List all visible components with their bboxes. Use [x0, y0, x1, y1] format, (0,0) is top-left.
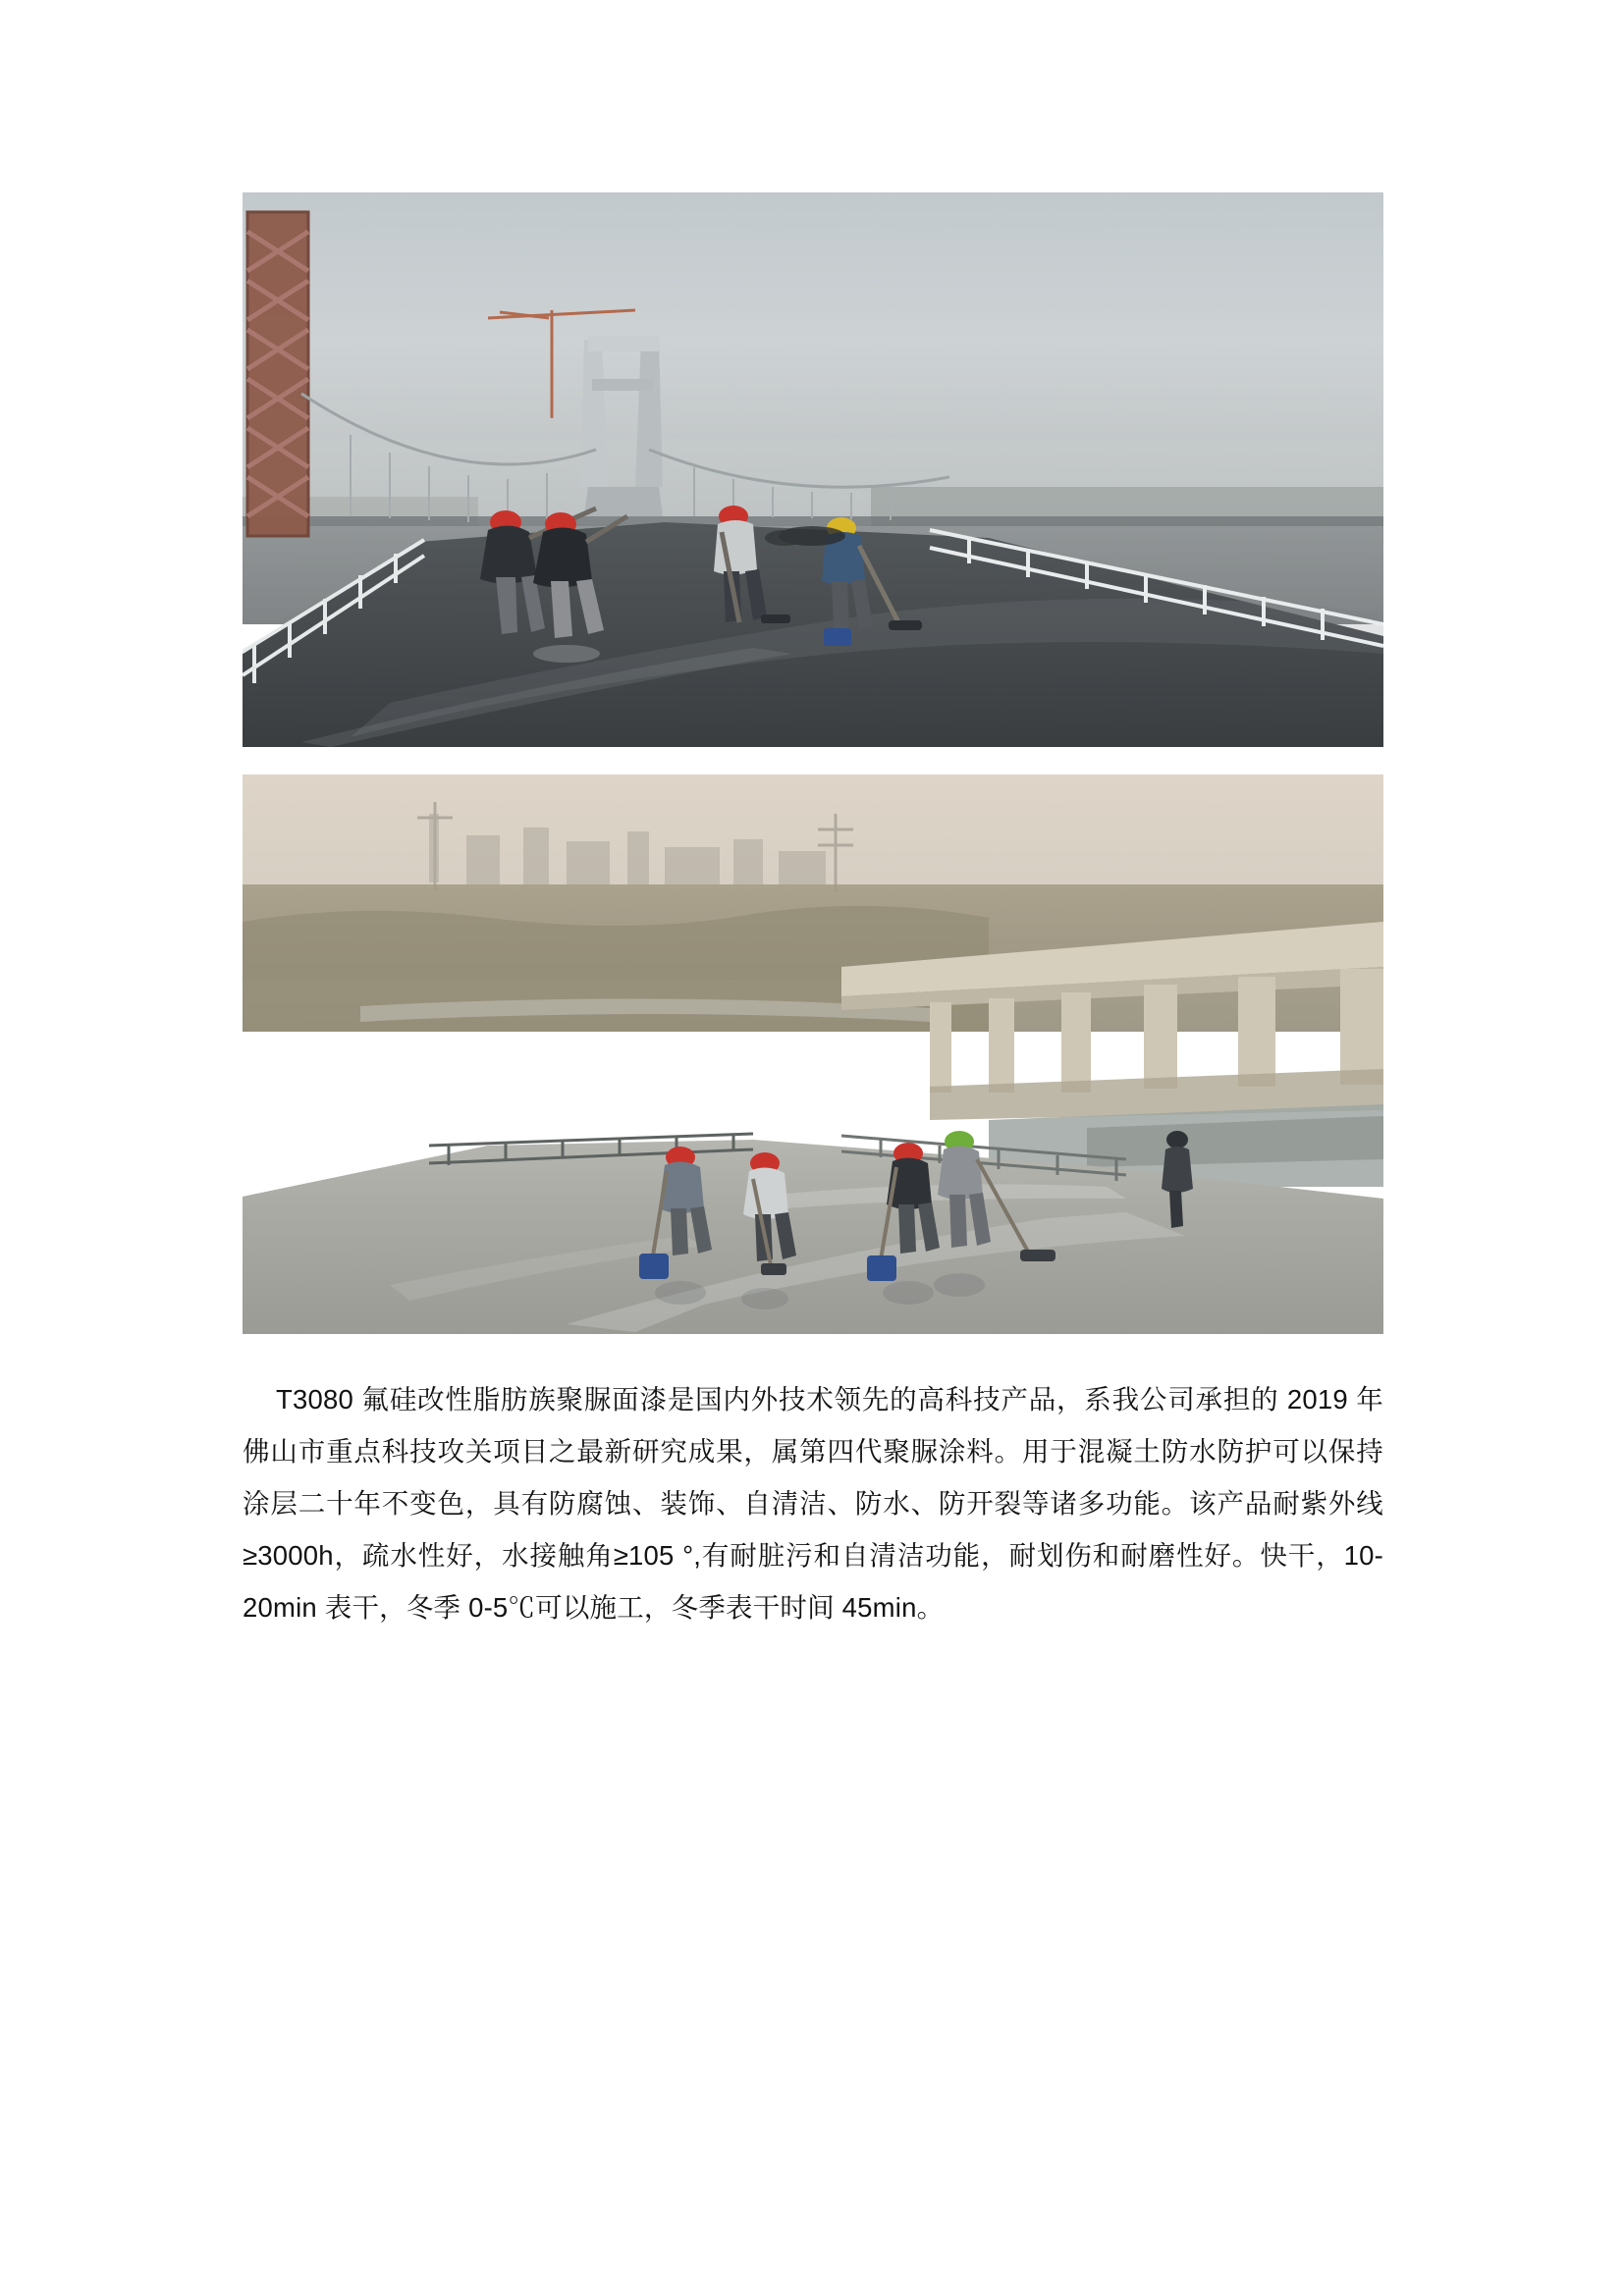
paragraph-text: T3080 氟硅改性脂肪族聚脲面漆是国内外技术领先的高科技产品，系我公司承担的 2019 年佛山市重点科技攻关项目之最新研究成果，属第四代聚脲涂料。用于混凝土防水防护可以保持涂层二十年不变色，具有防腐蚀、装饰、自清洁、防水、防开裂等诸多功能。该产品耐紫外线≥3000h，疏水性好，水接触角≥105 °,有耐脏污和自清洁功能，耐划伤和耐磨性好。快干，10-20min 表干，冬季 0-5℃可以施工，冬季表干时间 45min。	[243, 1384, 1383, 1623]
photo-1-graphic	[243, 192, 1383, 747]
product-description-paragraph	[243, 1373, 1383, 1633]
bridge-deck-coating-photo-1	[243, 192, 1383, 747]
bridge-deck-coating-photo-2	[243, 774, 1383, 1334]
document-content	[243, 192, 1383, 1661]
photo-2-graphic	[243, 774, 1383, 1334]
